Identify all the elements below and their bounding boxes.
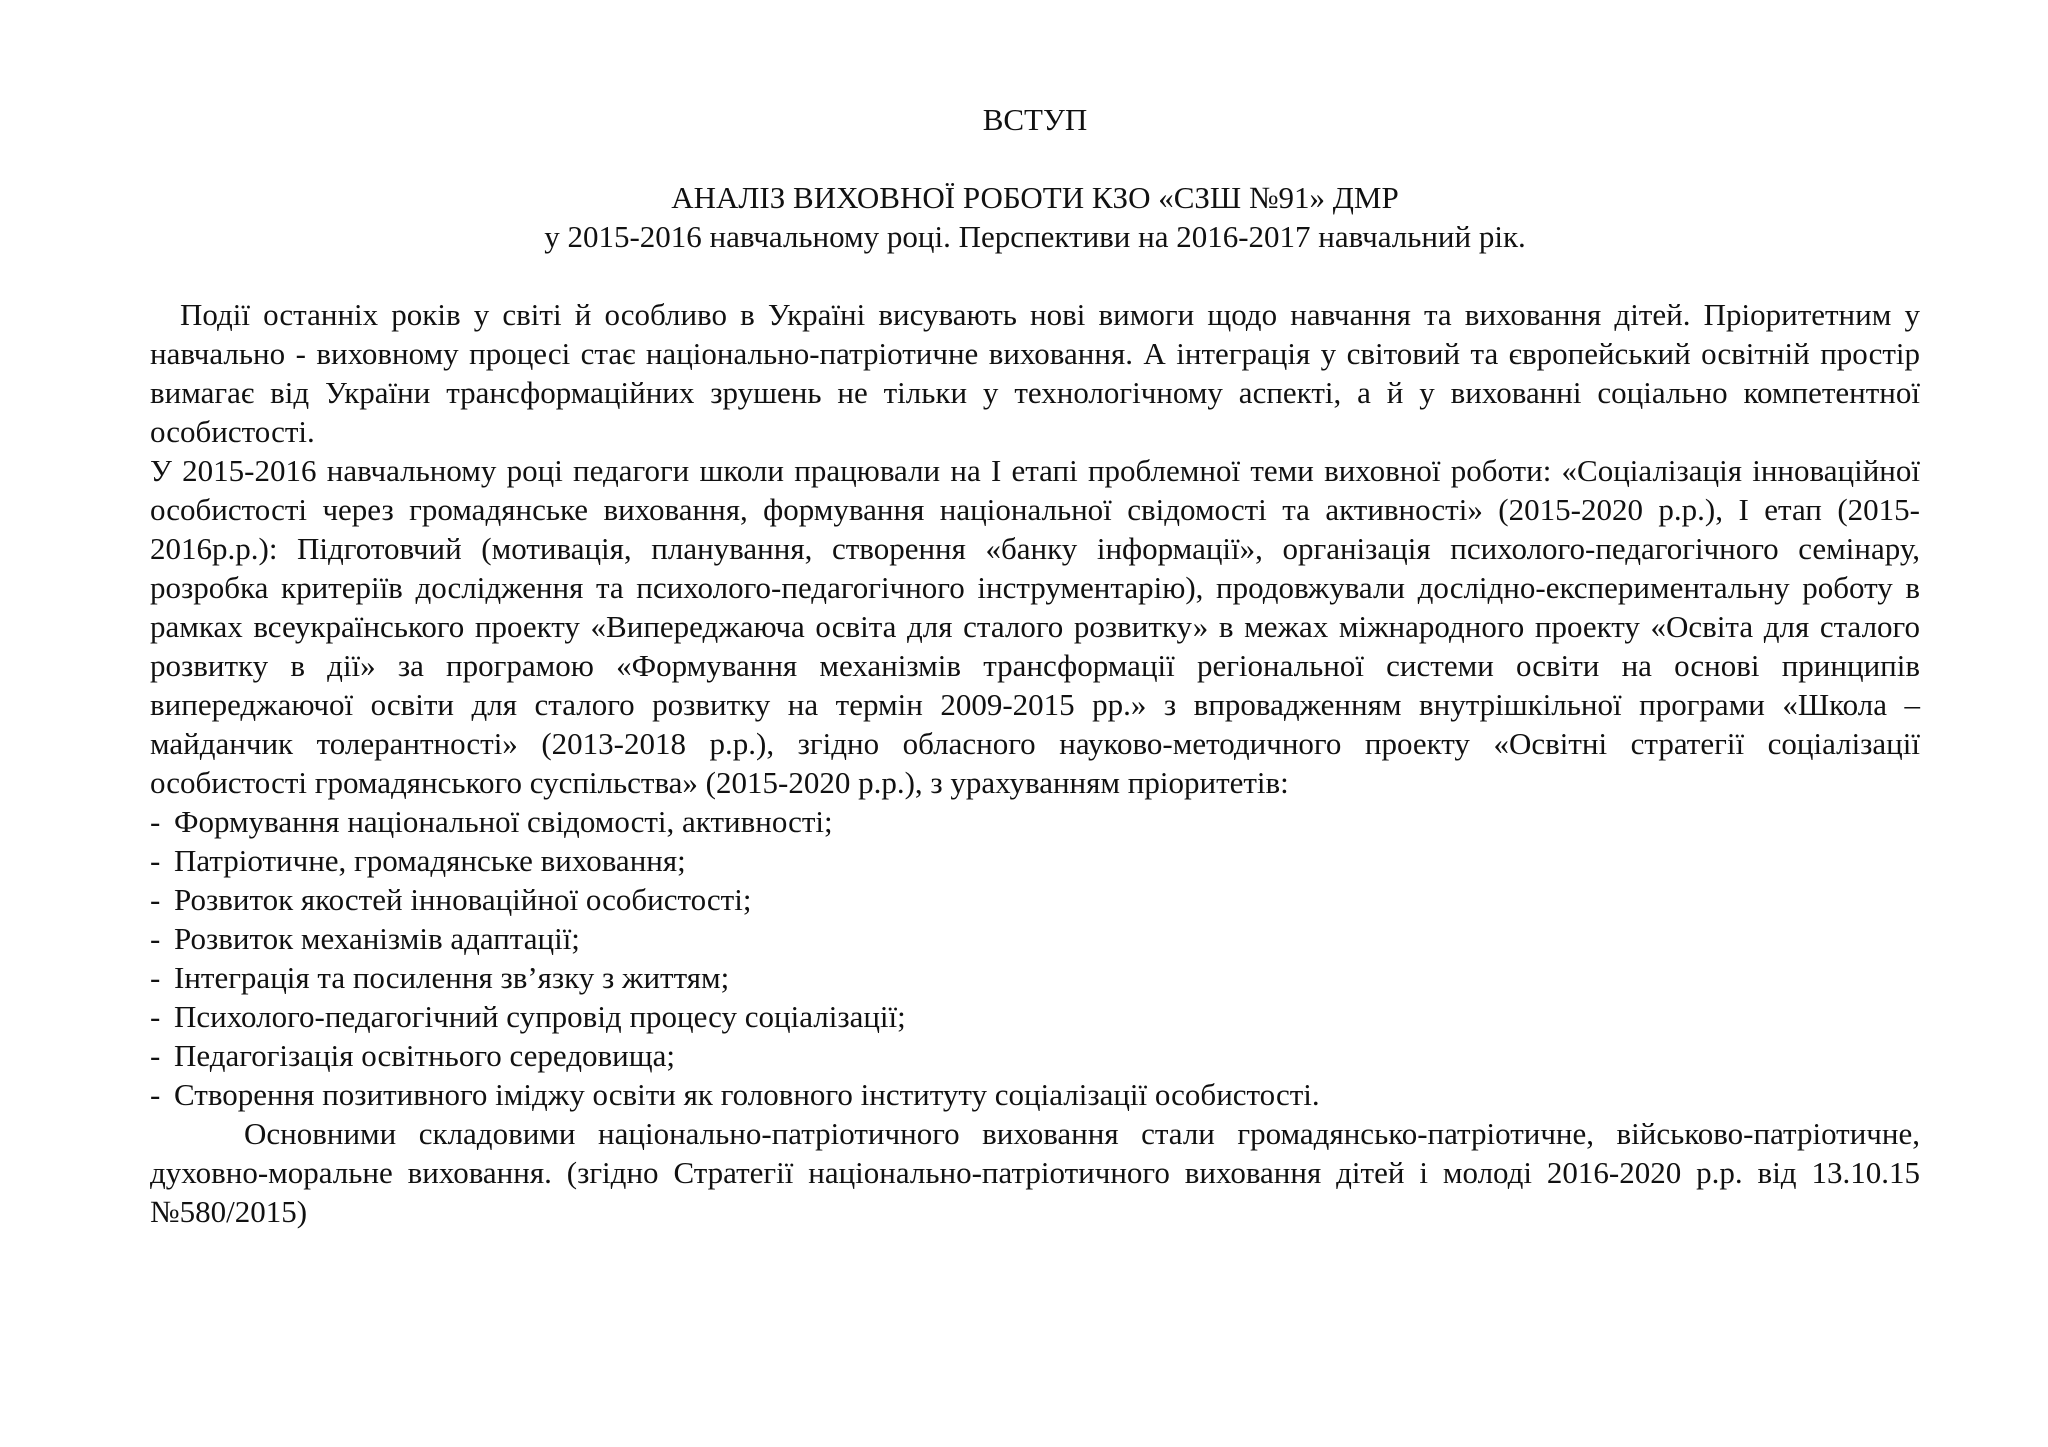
bullet-dash: -: [150, 882, 161, 917]
bullet-dash: -: [150, 1038, 161, 1073]
list-item-text: Розвиток механізмів адаптації;: [174, 921, 580, 956]
bullet-dash: -: [150, 921, 161, 956]
list-item: [150, 841, 1920, 880]
document-subtitle-line1: АНАЛІЗ ВИХОВНОЇ РОБОТИ КЗО «СЗШ №91» ДМР: [671, 180, 1399, 215]
priorities-list: [150, 802, 1920, 1114]
bullet-dash: -: [150, 999, 161, 1034]
list-item: [150, 880, 1920, 919]
list-item-text: Створення позитивного іміджу освіти як головного інституту соціалізації особистості.: [174, 1077, 1320, 1112]
bullet-dash: -: [150, 960, 161, 995]
list-item: [150, 919, 1920, 958]
document-subtitle-line2: у 2015-2016 навчальному році. Перспективи на 2016-2017 навчальний рік.: [544, 219, 1526, 254]
list-item: [150, 802, 1920, 841]
list-item: [150, 1036, 1920, 1075]
list-item-text: Розвиток якостей інноваційної особистості;: [174, 882, 752, 917]
bullet-dash: -: [150, 843, 161, 878]
paragraph-intro: Події останніх років у світі й особливо в Україні висувають нові вимоги щодо навчання та виховання дітей. Пріоритетним у навчально - виховному процесі стає національно-патріотичне виховання. А інтеграція у світовий та європейський освітній простір вимагає від України трансформаційних зрушень не тільки у технологічному аспекті, а й у вихованні соціально компетентної особистості.: [150, 297, 1920, 449]
list-item-text: Інтеграція та посилення зв’язку з життям;: [174, 960, 730, 995]
bullet-dash: -: [150, 804, 161, 839]
paragraph-components: Основними складовими національно-патріотичного виховання стали громадянсько-патріотичне, військово-патріотичне, духовно-моральне виховання. (згідно Стратегії національно-патріотичного виховання дітей і молоді 2016-2020 р.р. від 13.10.15 №580/2015): [150, 1116, 1920, 1229]
list-item-text: Патріотичне, громадянське виховання;: [174, 843, 686, 878]
list-item: [150, 997, 1920, 1036]
document-title: ВСТУП: [982, 102, 1088, 137]
list-item-text: Формування національної свідомості, активності;: [174, 804, 833, 839]
list-item-text: Психолого-педагогічний супровід процесу соціалізації;: [174, 999, 906, 1034]
list-item: [150, 1075, 1920, 1114]
list-item-text: Педагогізація освітнього середовища;: [174, 1038, 675, 1073]
bullet-dash: -: [150, 1077, 161, 1112]
document-page: [150, 100, 1920, 1231]
paragraph-work-topic: У 2015-2016 навчальному році педагоги школи працювали на I етапі проблемної теми виховної роботи: «Соціалізація інноваційної особистості через громадянське виховання, формування національної свідомості та активності» (2015-2020 р.р.), I етап (2015-2016р.р.): Підготовчий (мотивація, планування, створення «банку інформації», організація психолого-педагогічного семінару, розробка критеріїв дослідження та психолого-педагогічного інструментарію), продовжували дослідно-експериментальну роботу в рамках всеукраїнського проекту «Випереджаюча освіта для сталого розвитку» в межах міжнародного проекту «Освіта для сталого розвитку в дії» за програмою «Формування механізмів трансформації регіональної системи освіти на основі принципів випереджаючої освіти для сталого розвитку на термін 2009-2015 рр.» з впровадженням внутрішкільної програми «Школа – майданчик толерантності» (2013-2018 р.р.), згідно обласного науково-методичного проекту «Освітні стратегії соціалізації особистості громадянського суспільства» (2015-2020 р.р.), з урахуванням пріоритетів:: [150, 453, 1920, 800]
list-item: [150, 958, 1920, 997]
